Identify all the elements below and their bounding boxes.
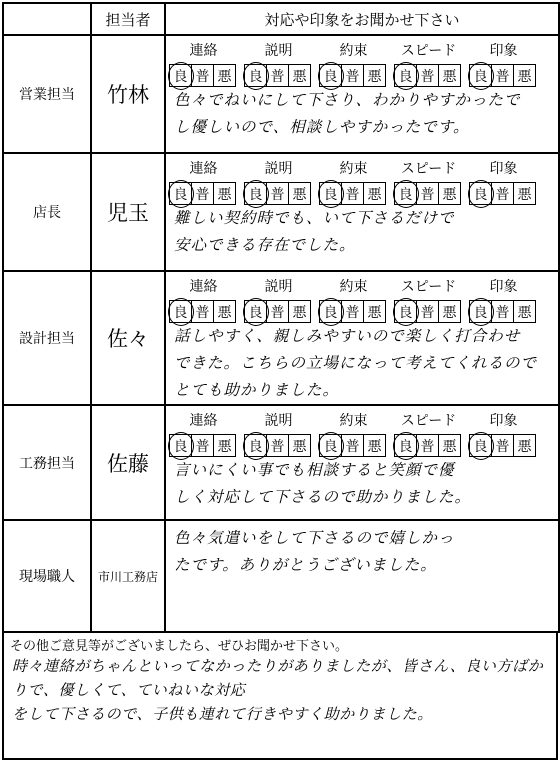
rating-option[interactable]: 良 <box>469 434 492 457</box>
rating-option[interactable]: 良 <box>394 64 417 87</box>
comment-line: 色々でねいにして下さり、わかりやすかったで <box>174 91 521 109</box>
rating-option[interactable]: 悪 <box>513 300 536 323</box>
rating-option[interactable]: 悪 <box>213 182 236 205</box>
staff-row <box>3 271 559 405</box>
rating-option[interactable]: 良 <box>169 64 192 87</box>
rating-option[interactable]: 悪 <box>288 182 311 205</box>
ratings-cell <box>165 271 559 405</box>
comment-line: 色々気遣いをして下さるので嬉しかっ <box>174 529 455 547</box>
other-answer <box>4 654 556 726</box>
rating-option[interactable]: 悪 <box>438 64 461 87</box>
rating-option[interactable]: 悪 <box>438 300 461 323</box>
rating-option[interactable]: 良 <box>244 434 267 457</box>
rating-option[interactable]: 普 <box>341 300 364 323</box>
rating-options <box>170 182 558 205</box>
person-name: 佐藤 <box>91 405 165 520</box>
ratings-cell <box>165 153 559 271</box>
comment-line: しく対応して下さるので助かりました。 <box>174 488 472 506</box>
category-label: スピード <box>400 413 457 429</box>
rating-group <box>245 64 320 87</box>
person-name: 児玉 <box>91 153 165 271</box>
rating-option[interactable]: 普 <box>491 300 514 323</box>
category-labels <box>166 36 558 64</box>
category-label: 約束 <box>339 161 368 177</box>
comment-line: し優しいので、相談しやすかったです。 <box>174 118 470 136</box>
rows-container <box>2 34 558 633</box>
rating-group <box>245 300 320 323</box>
rating-option[interactable]: 悪 <box>513 434 536 457</box>
rating-option[interactable]: 普 <box>191 64 214 87</box>
rating-option[interactable]: 普 <box>416 300 439 323</box>
rating-option[interactable]: 良 <box>244 64 267 87</box>
rating-group <box>395 300 470 323</box>
rating-group <box>470 64 545 87</box>
rating-group <box>470 300 545 323</box>
rating-group <box>320 64 395 87</box>
rating-group <box>170 64 245 87</box>
rating-option[interactable]: 悪 <box>363 434 386 457</box>
rating-group <box>320 434 395 457</box>
rating-group <box>245 182 320 205</box>
category-label: 印象 <box>489 43 518 59</box>
rating-option[interactable]: 普 <box>491 182 514 205</box>
rating-option[interactable]: 良 <box>469 64 492 87</box>
category-label: 印象 <box>489 413 518 429</box>
category-label: スピード <box>400 161 457 177</box>
category-labels <box>166 154 558 182</box>
other-comments-section <box>2 633 558 760</box>
staff-row <box>3 405 559 520</box>
rating-option[interactable]: 悪 <box>513 182 536 205</box>
rating-group <box>395 434 470 457</box>
comment-cell <box>165 520 559 632</box>
rating-option[interactable]: 普 <box>191 434 214 457</box>
rating-group <box>320 182 395 205</box>
category-label: スピード <box>400 43 457 59</box>
category-label: 印象 <box>489 161 518 177</box>
rating-group <box>320 300 395 323</box>
comment-text <box>166 525 558 579</box>
rating-option[interactable]: 悪 <box>363 182 386 205</box>
other-answer-line: をして下さるので、子供も連れて行きやすく助かりました。 <box>12 705 433 723</box>
rating-option[interactable]: 悪 <box>213 64 236 87</box>
category-label: 印象 <box>489 279 518 295</box>
rating-option[interactable]: 悪 <box>213 300 236 323</box>
role-label: 設計担当 <box>3 271 91 405</box>
category-label: 連絡 <box>189 43 218 59</box>
rating-option[interactable]: 普 <box>416 434 439 457</box>
rating-option[interactable]: 悪 <box>513 64 536 87</box>
ratings-cell <box>165 35 559 153</box>
rating-group <box>170 300 245 323</box>
rating-option[interactable]: 普 <box>491 64 514 87</box>
role-label: 工務担当 <box>3 405 91 520</box>
comment-text <box>166 205 558 259</box>
rating-group <box>395 64 470 87</box>
rating-option[interactable]: 普 <box>416 182 439 205</box>
person-name: 佐々 <box>91 271 165 405</box>
comment-line: たです。ありがとうございました。 <box>174 556 437 574</box>
rating-option[interactable]: 悪 <box>288 434 311 457</box>
rating-options <box>170 300 558 323</box>
rating-option[interactable]: 悪 <box>363 64 386 87</box>
rating-option[interactable]: 普 <box>191 300 214 323</box>
feedback-table <box>2 2 560 36</box>
rating-option[interactable]: 良 <box>394 182 417 205</box>
other-answer-line: 時々連絡がちゃんといってなかったりがありましたが、皆さん、良い方ばかりで、優しくて、ていねいな対応 <box>12 657 544 699</box>
comment-text <box>166 457 558 511</box>
comment-line: 難しい契約時でも、いて下さるだけで <box>174 209 455 227</box>
header-person: 担当者 <box>91 3 165 35</box>
ratings-table <box>2 34 560 633</box>
rating-option[interactable]: 普 <box>341 64 364 87</box>
category-label: 連絡 <box>189 279 218 295</box>
rating-option[interactable]: 悪 <box>363 300 386 323</box>
rating-group <box>470 434 545 457</box>
rating-group <box>245 434 320 457</box>
rating-option[interactable]: 良 <box>394 434 417 457</box>
rating-options <box>170 64 558 87</box>
comment-line: 話しやすく、親しみやすいので楽しく打合わせ <box>174 327 521 345</box>
rating-option[interactable]: 悪 <box>288 64 311 87</box>
ratings-cell <box>165 405 559 520</box>
category-labels <box>166 272 558 300</box>
rating-option[interactable]: 普 <box>266 300 289 323</box>
rating-option[interactable]: 悪 <box>438 434 461 457</box>
rating-option[interactable]: 良 <box>319 300 342 323</box>
survey-sheet <box>2 2 558 742</box>
rating-option[interactable]: 良 <box>469 300 492 323</box>
rating-option[interactable]: 普 <box>266 434 289 457</box>
rating-option[interactable]: 悪 <box>438 182 461 205</box>
comment-text <box>166 87 558 141</box>
craftsman-row <box>3 520 559 632</box>
rating-option[interactable]: 普 <box>341 182 364 205</box>
staff-row <box>3 153 559 271</box>
category-label: 説明 <box>264 161 293 177</box>
person-name: 竹林 <box>91 35 165 153</box>
category-labels <box>166 406 558 434</box>
rating-group <box>170 434 245 457</box>
header-feedback: 対応や印象をお聞かせ下さい <box>165 3 559 35</box>
rating-option[interactable]: 良 <box>169 434 192 457</box>
rating-group <box>395 182 470 205</box>
header-row <box>3 3 559 35</box>
rating-option[interactable]: 良 <box>394 300 417 323</box>
other-question: その他ご意見等がございましたら、ぜひお聞かせ下さい。 <box>10 639 349 654</box>
category-label: 連絡 <box>189 413 218 429</box>
rating-option[interactable]: 良 <box>169 300 192 323</box>
category-label: 約束 <box>339 43 368 59</box>
rating-option[interactable]: 普 <box>266 182 289 205</box>
category-label: 説明 <box>264 413 293 429</box>
rating-option[interactable]: 良 <box>469 182 492 205</box>
category-label: 約束 <box>339 413 368 429</box>
rating-option[interactable]: 良 <box>169 182 192 205</box>
rating-option[interactable]: 良 <box>319 434 342 457</box>
rating-option[interactable]: 普 <box>266 64 289 87</box>
category-label: 約束 <box>339 279 368 295</box>
rating-group <box>470 182 545 205</box>
role-label: 営業担当 <box>3 35 91 153</box>
role-label: 現場職人 <box>3 520 91 632</box>
comment-line: 言いにくい事でも相談すると笑顔で優 <box>174 461 455 479</box>
rating-option[interactable]: 普 <box>416 64 439 87</box>
rating-option[interactable]: 悪 <box>288 300 311 323</box>
comment-line: 安心できる存在でした。 <box>174 236 356 254</box>
rating-option[interactable]: 普 <box>191 182 214 205</box>
role-label: 店長 <box>3 153 91 271</box>
person-name: 市川工務店 <box>91 520 165 632</box>
rating-option[interactable]: 悪 <box>213 434 236 457</box>
category-label: 説明 <box>264 279 293 295</box>
comment-line: とても助かりました。 <box>174 381 340 399</box>
rating-option[interactable]: 普 <box>341 434 364 457</box>
rating-option[interactable]: 良 <box>244 182 267 205</box>
rating-group <box>170 182 245 205</box>
rating-options <box>170 434 558 457</box>
category-label: スピード <box>400 279 457 295</box>
rating-option[interactable]: 普 <box>491 434 514 457</box>
rating-option[interactable]: 良 <box>319 64 342 87</box>
rating-option[interactable]: 良 <box>244 300 267 323</box>
header-role-blank <box>3 3 91 35</box>
category-label: 連絡 <box>189 161 218 177</box>
comment-line: できた。こちらの立場になって考えてくれるので <box>174 354 538 372</box>
rating-option[interactable]: 良 <box>319 182 342 205</box>
staff-row <box>3 35 559 153</box>
comment-text <box>166 323 558 404</box>
category-label: 説明 <box>264 43 293 59</box>
